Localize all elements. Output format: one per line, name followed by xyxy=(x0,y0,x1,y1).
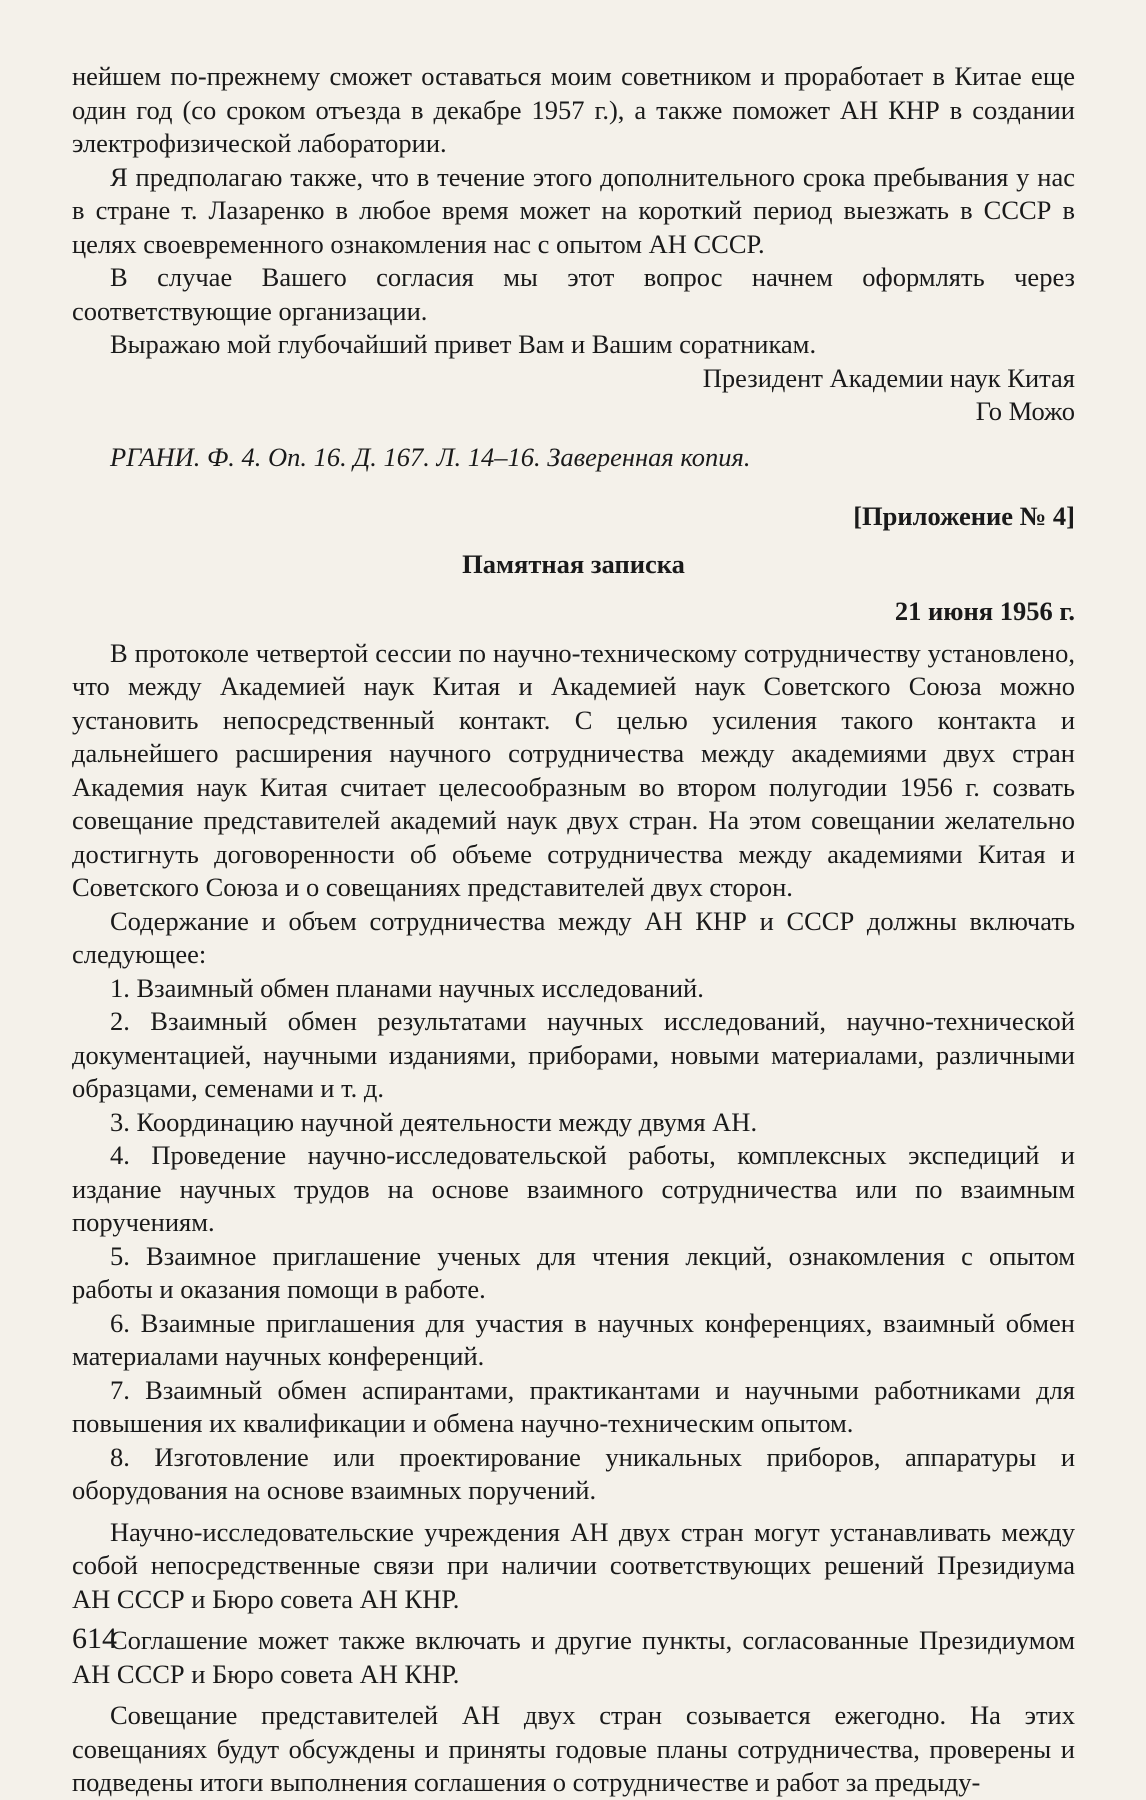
memo-paragraph: Соглашение может также включать и другие пункты, согласованные Президиумом АН СССР и Бюро совета АН КНР. xyxy=(72,1625,1075,1689)
book-page xyxy=(72,60,1075,1800)
letter-paragraph: В случае Вашего согласия мы этот вопрос начнем оформлять через соответствующие организации. xyxy=(72,262,1075,326)
memo-title: Памятная записка xyxy=(462,548,685,579)
memo-list-item: 7. Взаимный обмен аспирантами, практикантами и научными работниками для повышения их квалификации и обмена научно-техническим опытом. xyxy=(72,1374,1075,1438)
memo-list-item: 5. Взаимное приглашение ученых для чтения лекций, ознакомления с опытом работы и оказания помощи в работе. xyxy=(72,1240,1075,1304)
memo-paragraph: В протоколе четвертой сессии по научно-техническому сотрудничеству установлено, что между Академией наук Китая и Академией наук Советского Союза можно установить непосредственный контакт. С целью усиления такого контакта и дальнейшего расширения научного сотрудничества между академиями двух стран Академия наук Китая считает целесообразным во втором полугодии 1956 г. созвать совещание представителей академий наук двух стран. На этом совещании желательно достигнуть договоренности об объеме сотрудничества между академиями Китая и Советского Союза и о совещаниях представителей двух сторон. xyxy=(72,637,1075,902)
memo-list-item: 6. Взаимные приглашения для участия в научных конференциях, взаимный обмен материалами научных конференций. xyxy=(72,1307,1075,1371)
archive-source-note: РГАНИ. Ф. 4. Оп. 16. Д. 167. Л. 14–16. Заверенная копия. xyxy=(110,441,751,472)
memo-list-item: 4. Проведение научно-исследовательской работы, комплексных экспедиций и издание научных трудов на основе взаимного сотрудничества или по взаимным поручениям. xyxy=(72,1140,1075,1237)
memo-body xyxy=(72,637,1075,1800)
letter-paragraph: Я предполагаю также, что в течение этого дополнительного срока пребывания у нас в стране т. Лазаренко в любое время может на короткий период выезжать в СССР в целях своевременного ознакомления нас с опытом АН СССР. xyxy=(72,161,1075,259)
memo-list-item: 8. Изготовление или проектирование уникальных приборов, аппаратуры и оборудования на основе взаимных поручений. xyxy=(72,1441,1075,1505)
memo-paragraph: Научно-исследовательские учреждения АН двух стран могут устанавливать между собой непосредственные связи при наличии соответствующих решений Президиума АН СССР и Бюро совета АН КНР. xyxy=(72,1516,1075,1614)
page-number: 614 xyxy=(72,1622,117,1655)
memo-list-item: 1. Взаимный обмен планами научных исследований. xyxy=(110,972,704,1003)
letter-paragraph: Выражаю мой глубочайший привет Вам и Вашим соратникам. xyxy=(110,329,817,359)
memo-list-item: 2. Взаимный обмен результатами научных исследований, научно-технической документацией, научными изданиями, приборами, новыми материалами, различными образцами, семенами и т. д. xyxy=(72,1006,1075,1103)
annex-label: [Приложение № 4] xyxy=(853,501,1075,531)
letter-text xyxy=(72,60,1075,429)
memo-paragraph: Совещание представителей АН двух стран созывается ежегодно. На этих совещаниях будут обсуждены и приняты годовые планы сотрудничества, проверены и подведены итоги выполнения соглашения о сотрудничестве и работ за предыду- xyxy=(72,1700,1075,1797)
memo-list-item: 3. Координацию научной деятельности между двумя АН. xyxy=(110,1106,758,1137)
memo-date: 21 июня 1956 г. xyxy=(894,596,1075,626)
memo-paragraph: Содержание и объем сотрудничества между АН КНР и СССР должны включать следующее: xyxy=(72,905,1075,969)
signature-title: Президент Академии наук Китая xyxy=(702,362,1075,393)
signature-name: Го Можо xyxy=(975,396,1075,426)
letter-paragraph-continued: нейшем по-прежнему сможет оставаться моим советником и проработает в Китае еще один год (со сроком отъезда в декабре 1957 г.), а также поможет АН КНР в создании электрофизической лаборатории. xyxy=(72,61,1075,158)
